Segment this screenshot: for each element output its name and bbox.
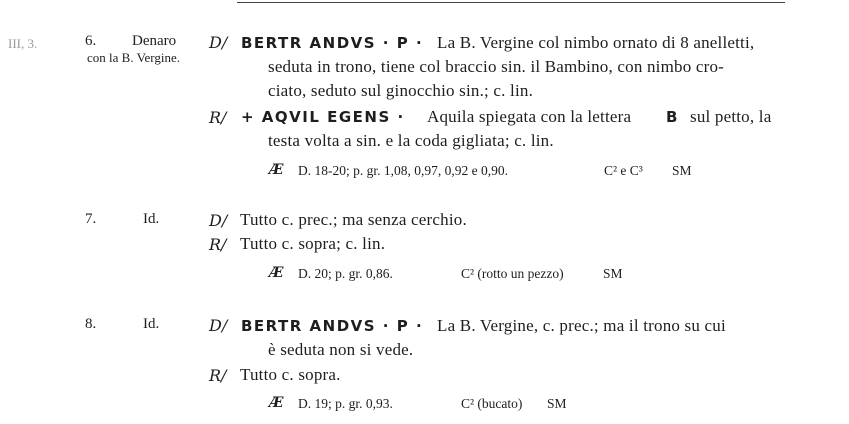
entry-6-reverse-letter: B (666, 108, 679, 126)
entry-8-obverse-symbol: D/ (209, 316, 228, 335)
entry-6-obverse-text-2: seduta in trono, tiene col braccio sin. il Bambino, con nimbo cro- (268, 57, 725, 76)
entry-8-reverse-symbol: R/ (209, 366, 227, 385)
entry-8-meta: D. 19; p. gr. 0,93. (298, 396, 393, 411)
top-rule (237, 2, 785, 3)
entry-6-obverse-symbol: D/ (209, 33, 228, 52)
entry-7-obverse-symbol: D/ (209, 211, 228, 230)
page-reference: III, 3. (8, 36, 38, 51)
entry-8-number: 8. (85, 316, 97, 332)
entry-6-type-line1: Denaro (132, 33, 177, 49)
entry-8-grade: C² (bucato) (461, 396, 523, 411)
entry-7-collection: SM (603, 266, 623, 281)
entry-8-collection: SM (547, 396, 567, 411)
entry-6-reverse-legend: + AQVIL EGENS · (241, 108, 405, 126)
entry-7-reverse-text: Tutto c. sopra; c. lin. (240, 234, 386, 253)
entry-7-meta: D. 20; p. gr. 0,86. (298, 266, 393, 281)
entry-6-reverse-text-1a: Aquila spiegata con la lettera (427, 107, 632, 126)
entry-6-collection: SM (672, 163, 692, 178)
entry-6-type-line2: con la B. Vergine. (87, 50, 181, 65)
entry-6-meta: D. 18-20; p. gr. 1,08, 0,97, 0,92 e 0,90. (298, 163, 508, 178)
entry-6-obverse-legend: BERTR ANDVS · P · (241, 34, 424, 52)
entry-6-number: 6. (85, 33, 97, 49)
entry-7-metal: Æ (269, 265, 284, 281)
entry-7-reverse-symbol: R/ (209, 235, 227, 254)
entry-8-reverse-text: Tutto c. sopra. (240, 365, 341, 384)
entry-8-obverse-legend: BERTR ANDVS · P · (241, 317, 424, 335)
entry-8-type: Id. (143, 316, 160, 332)
entry-6-reverse-text-1b: sul petto, la (690, 107, 772, 126)
entry-6-grade: C² e C³ (604, 163, 643, 178)
entry-7-grade: C² (rotto un pezzo) (461, 266, 564, 281)
entry-6-reverse-text-2: testa volta a sin. e la coda gigliata; c. lin. (268, 131, 554, 150)
entry-6-metal: Æ (269, 162, 284, 178)
entry-8-obverse-text-2: è seduta non si vede. (268, 340, 414, 359)
entry-6-obverse-text-1: La B. Vergine col nimbo ornato di 8 anelletti, (437, 33, 755, 52)
entry-7-obverse-text: Tutto c. prec.; ma senza cerchio. (240, 210, 467, 229)
entry-8-obverse-text-1: La B. Vergine, c. prec.; ma il trono su cui (437, 316, 726, 335)
entry-8-metal: Æ (269, 395, 284, 411)
entry-6-reverse-symbol: R/ (209, 108, 227, 127)
entry-7-type: Id. (143, 211, 160, 227)
entry-7-number: 7. (85, 211, 97, 227)
entry-6-obverse-text-3: ciato, seduto sul ginocchio sin.; c. lin. (268, 81, 534, 100)
